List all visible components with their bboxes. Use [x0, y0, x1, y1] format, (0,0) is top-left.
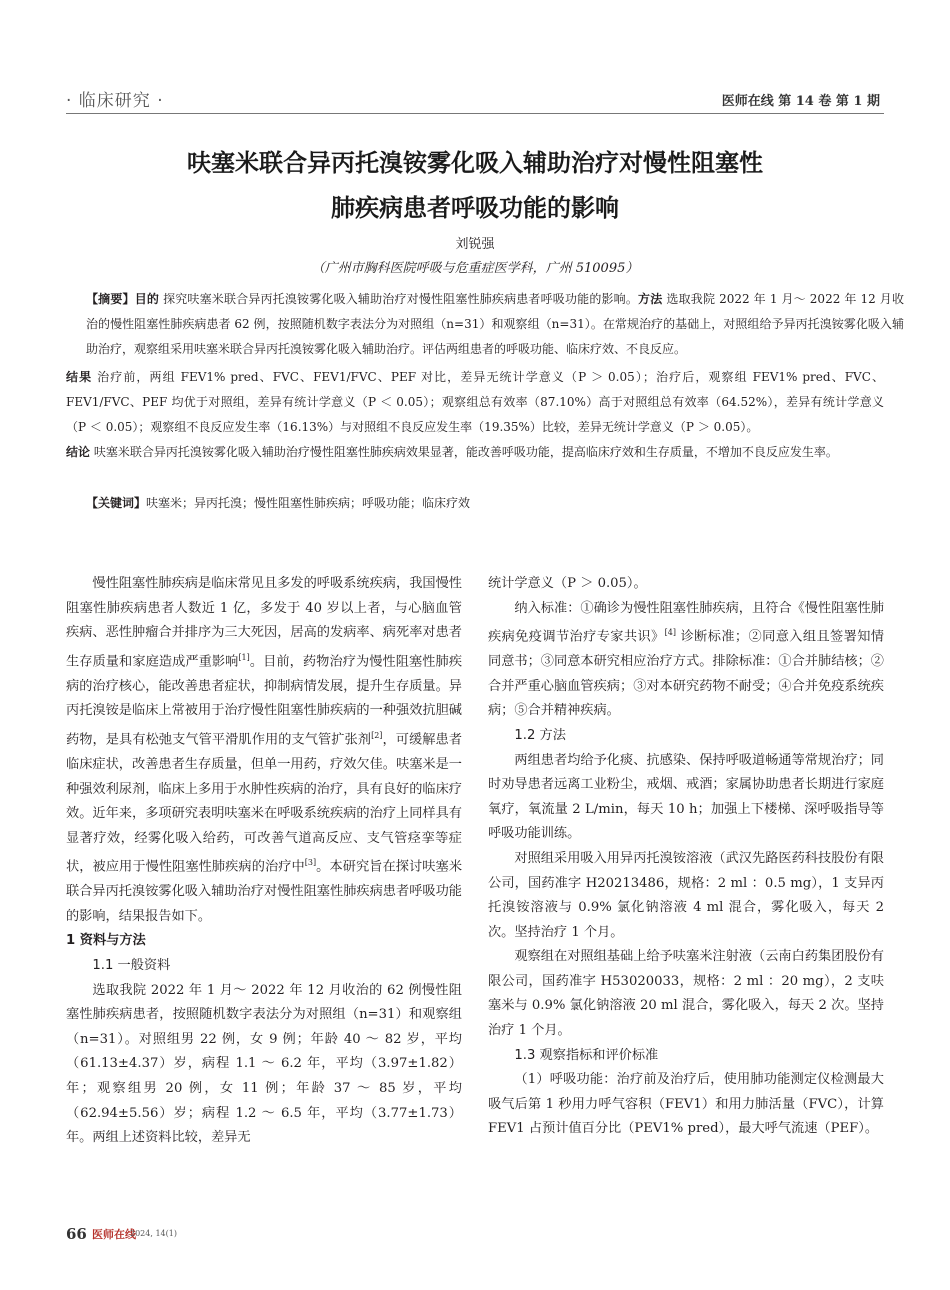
result-label: 结果 [66, 370, 93, 384]
section-heading-1-2: 1.2 方法 [514, 727, 566, 743]
right-column [488, 572, 884, 1142]
page-number: 66 [66, 1225, 87, 1243]
header-divider [66, 113, 884, 114]
methods-paragraph-3: 观察组在对照组基础上给予呋塞米注射液（云南白药集团股份有限公司，国药准字 H53020033，规格：2 ml ：20 mg），2 支呋塞米与 0.9% 氯化钠溶液 20 ml 混合，雾化吸入，每天 2 次。坚持治疗 1 个月。 [488, 949, 884, 1039]
conclusion-label: 结论 [66, 445, 91, 459]
keywords [86, 492, 470, 514]
method-text: 选取我院 2022 年 1 月～ 2022 年 12 月收治的慢性阻塞性肺疾病患者 62 例，按照随机数字表法分为对照组（n=31）和观察组（n=31）。在常规治疗的基础上，对照组给予异丙托溴铵雾化吸入辅助治疗，观察组采用呋塞米联合异丙托溴铵雾化吸入辅助治疗。评估两组患者的呼吸功能、临床疗效、不良反应。 [86, 292, 904, 356]
affiliation: （广州市胸科医院呼吸与危重症医学科，广州 510095） [311, 261, 639, 276]
conclusion-text: 呋塞米联合异丙托溴铵雾化吸入辅助治疗慢性阻塞性肺疾病效果显著，能改善呼吸功能，提高临床疗效和生存质量，不增加不良反应发生率。 [93, 445, 838, 459]
journal-logo: 医师在线 [92, 1228, 136, 1241]
left-column [66, 572, 462, 1151]
abstract-purpose-method [66, 287, 904, 362]
section-heading-1-1: 1.1 一般资料 [92, 958, 171, 974]
ref-3[interactable]: [3] [304, 858, 317, 868]
criteria-paragraph: 纳入标准：①确诊为慢性阻塞性肺疾病，且符合《慢性阻塞性肺疾病免疫调节治疗专家共识》[4] 诊断标准；②同意入组且签署知情同意书；③同意本研究相应治疗方式。排除标准：①合并肺结核；②合并严重心脑血管疾病；③对本研究药物不耐受；④合并免疫系统疾病；⑤合并精神疾病。 [488, 600, 884, 719]
ref-2[interactable]: [2] [371, 730, 383, 740]
abstract-label: 【摘要】 [86, 292, 135, 306]
methods-paragraph-2: 对照组采用吸入用异丙托溴铵溶液（武汉先路医药科技股份有限公司，国药准字 H20213486，规格：2 ml ：0.5 mg），1 支异丙托溴铵溶液与 0.9% 氯化钠溶液 4 ml 混合，雾化吸入，每天 2 次。坚持治疗 1 个月。 [488, 850, 884, 940]
section-heading-1: 1 资料与方法 [66, 933, 146, 949]
ref-4[interactable]: [4] [664, 628, 676, 638]
ref-1[interactable]: [1] [238, 652, 250, 662]
issue-date: 2024, 14(1) [130, 1229, 177, 1238]
journal-issue: 医师在线 第 14 卷 第 1 期 [721, 94, 880, 109]
section-label: · 临床研究 · [66, 91, 164, 111]
keywords-text: 呋塞米；异丙托溴；慢性阻塞性肺疾病；呼吸功能；临床疗效 [146, 496, 471, 510]
abstract-result [66, 365, 884, 440]
keywords-label: 【关键词】 [86, 496, 147, 510]
intro-paragraph: 慢性阻塞性肺疾病是临床常见且多发的呼吸系统疾病，我国慢性阻塞性肺疾病患者人数近 1 亿，多发于 40 岁以上者，与心脑血管疾病、恶性肿瘤合并排序为三大死因，居高的发病率、病死率对患者生存质量和家庭造成严重影响[1]。目前，药物治疗为慢性阻塞性肺疾病的治疗核心，能改善患者症状，抑制病情发展，提升生存质量。异丙托溴铵是临床上常被用于治疗慢性阻塞性肺疾病的一种强效抗胆碱药物，是具有松弛支气管平滑肌作用的支气管扩张剂[2]，可缓解患者临床症状，改善患者生存质量，但单一用药，疗效欠佳。呋塞米是一种强效利尿剂，临床上多用于水肿性疾病的治疗，具有良好的临床疗效。近年来，多项研究表明呋塞米在呼吸系统疾病的治疗上同样具有显著疗效，经雾化吸入给药，可改善气道高反应、支气管痉挛等症状，被应用于慢性阻塞性肺疾病的治疗中[3]。本研究旨在探讨呋塞米联合异丙托溴铵雾化吸入辅助治疗对慢性阻塞性肺疾病患者呼吸功能的影响，结果报告如下。 [66, 576, 463, 924]
continued-text: 统计学意义（P ＞ 0.05）。 [488, 576, 647, 591]
article-title-line2: 肺疾病患者呼吸功能的影响 [331, 194, 619, 222]
article-title-line1: 呋塞米联合异丙托溴铵雾化吸入辅助治疗对慢性阻塞性 [187, 149, 763, 177]
abstract-conclusion [66, 440, 884, 465]
general-data-paragraph: 选取我院 2022 年 1 月～ 2022 年 12 月收治的 62 例慢性阻塞性肺疾病患者，按照随机数字表法分为对照组（n=31）和观察组（n=31）。对照组男 22 例，女 9 例；年龄 40 ～ 82 岁，平均（61.13±4.37）岁，病程 1.1 ～ 6.2 年，平均（3.97±1.82）年；观察组男 20 例，女 11 例；年龄 37 ～ 85 岁，平均（62.94±5.56）岁；病程 1.2 ～ 6.5 年，平均（3.77±1.73）年。两组上述资料比较，差异无 [66, 982, 462, 1146]
purpose-label: 目的 [134, 292, 160, 306]
indicators-paragraph: （1）呼吸功能：治疗前及治疗后，使用肺功能测定仪检测最大吸气后第 1 秒用力呼气容积（FEV1）和用力肺活量（FVC），计算 FEV1 占预计值百分比（PEV1% pred），最大呼气流速（PEF）。 [488, 1072, 884, 1137]
method-label: 方法 [638, 292, 663, 306]
result-text: 治疗前，两组 FEV1% pred、FVC、FEV1/FVC、PEF 对比，差异无统计学意义（P ＞ 0.05）；治疗后，观察组 FEV1% pred、FVC、FEV1/FVC、PEF 均优于对照组，差异有统计学意义（P ＜ 0.05）；观察组总有效率（87.10%）高于对照组总有效率（64.52%），差异有统计学意义（P ＜ 0.05）；观察组不良反应发生率（16.13%）与对照组不良反应发生率（19.35%）比较，差异无统计学意义（P ＞ 0.05）。 [66, 370, 884, 434]
purpose-text: 探究呋塞米联合异丙托溴铵雾化吸入辅助治疗对慢性阻塞性肺疾病患者呼吸功能的影响。 [163, 292, 639, 306]
author: 刘锐强 [455, 237, 495, 252]
section-heading-1-3: 1.3 观察指标和评价标准 [514, 1047, 659, 1063]
methods-paragraph-1: 两组患者均给予化痰、抗感染、保持呼吸道畅通等常规治疗；同时劝导患者远离工业粉尘，戒烟、戒酒；家属协助患者长期进行家庭氧疗，氧流量 2 L/min，每天 10 h；加强上下楼梯、深呼吸指导等呼吸功能训练。 [488, 752, 884, 842]
